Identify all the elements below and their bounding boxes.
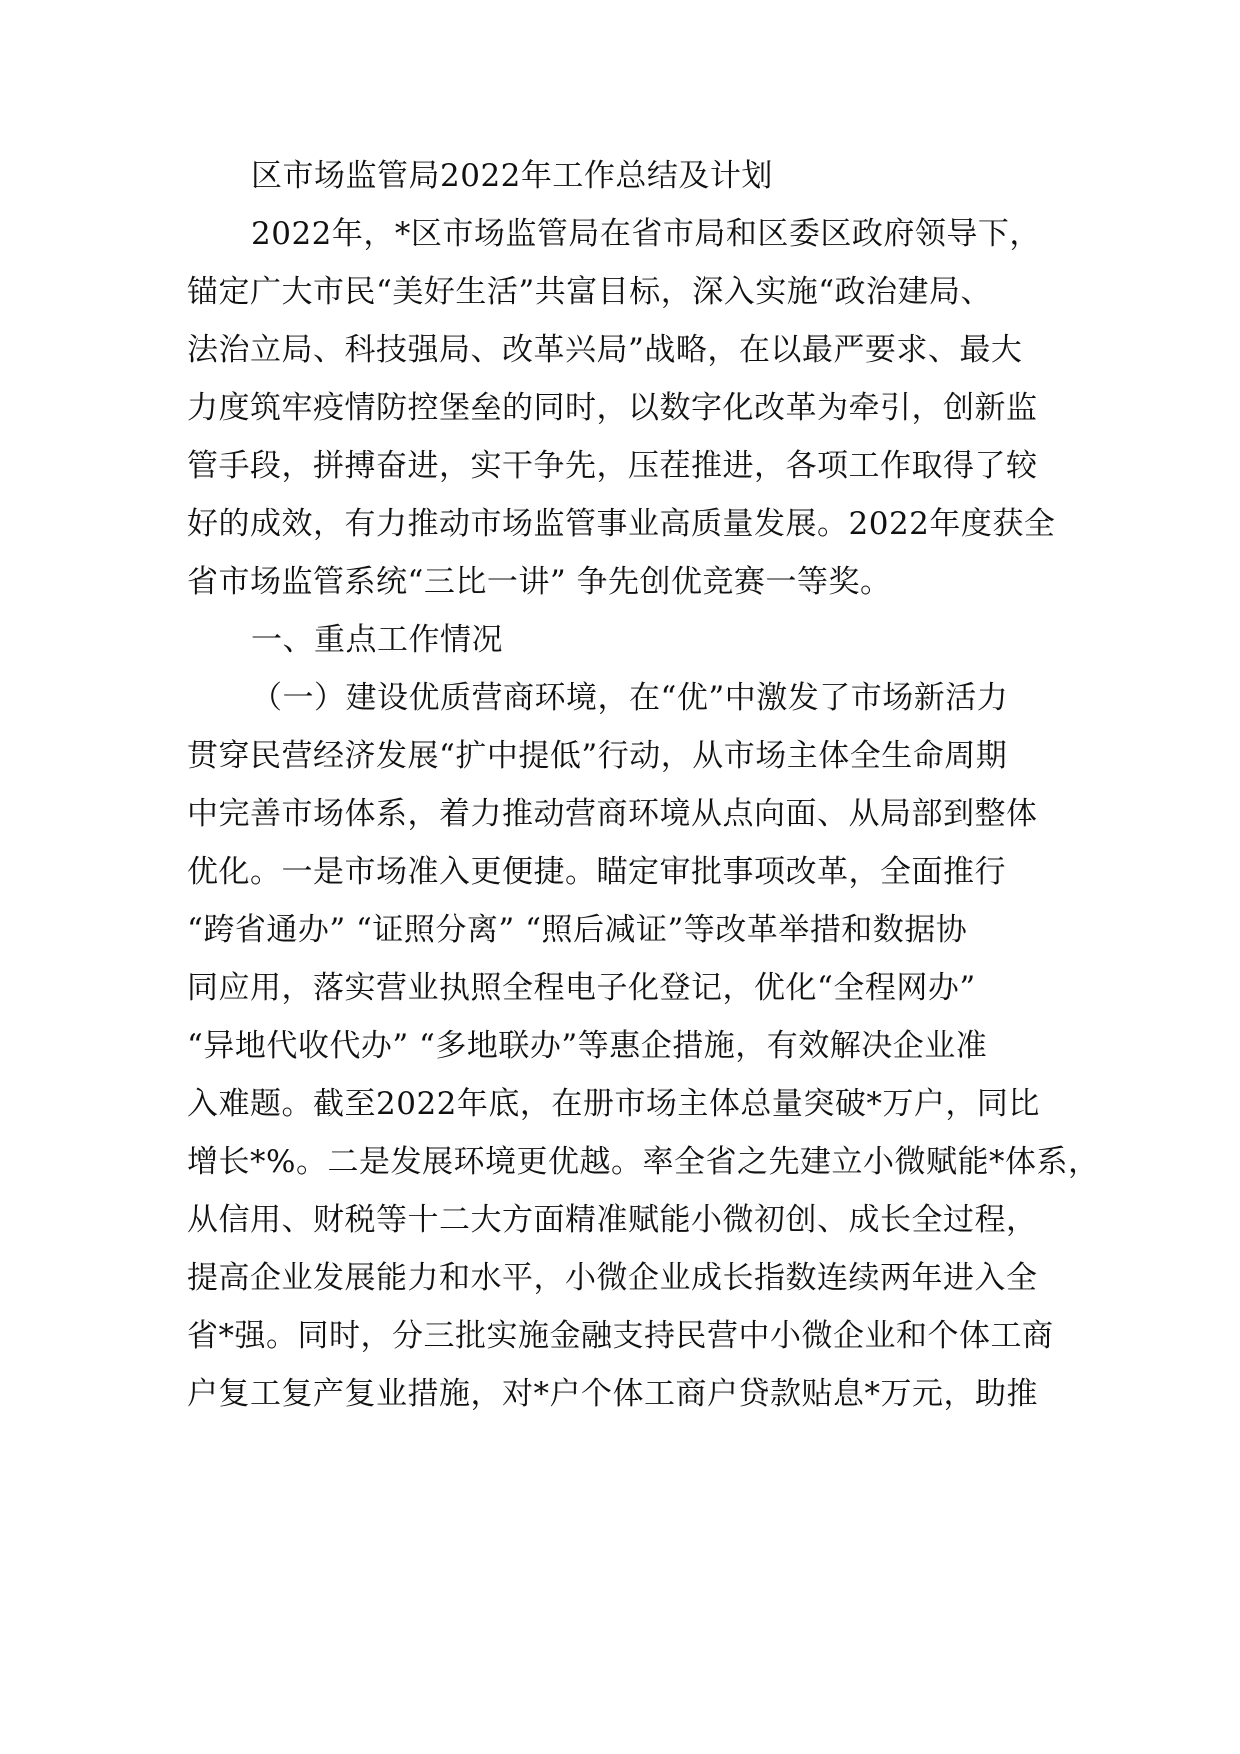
body-line-14: 入难题。截至2022年底，在册市场主体总量突破*万户，同比 — [187, 1086, 1040, 1122]
body-line-5: 管手段，拼搏奋进，实干争先，压茬推进，各项工作取得了较 — [187, 448, 1038, 484]
body-line-11: “跨省通办” “证照分离” “照后减证”等改革举措和数据协 — [187, 912, 968, 948]
body-line-6: 好的成效，有力推动市场监管事业高质量发展。2022年度获全 — [187, 506, 1056, 542]
section-heading: 一、重点工作情况 — [251, 622, 503, 658]
body-line-18: 省*强。同时，分三批实施金融支持民营中小微企业和个体工商 — [187, 1318, 1054, 1354]
body-line-8: 贯穿民营经济发展“扩中提低”行动，从市场主体全生命周期 — [187, 738, 1008, 774]
body-line-12: 同应用，落实营业执照全程电子化登记，优化“全程网办” — [187, 970, 976, 1006]
subsection-heading: （一）建设优质营商环境，在“优”中激发了市场新活力 — [251, 680, 1009, 716]
body-line-19: 户复工复产复业措施，对*户个体工商户贷款贴息*万元，助推 — [187, 1376, 1038, 1412]
body-line-17: 提高企业发展能力和水平，小微企业成长指数连续两年进入全 — [187, 1260, 1038, 1296]
body-line-2: 锚定广大市民“美好生活”共富目标，深入实施“政治建局、 — [187, 274, 993, 310]
body-line-7: 省市场监管系统“三比一讲” 争先创优竞赛一等奖。 — [187, 564, 892, 600]
document-title: 区市场监管局2022年工作总结及计划 — [251, 158, 773, 194]
body-line-10: 优化。一是市场准入更便捷。瞄定审批事项改革，全面推行 — [187, 854, 1006, 890]
body-line-15: 增长*%。二是发展环境更优越。率全省之先建立小微赋能*体系， — [187, 1144, 1100, 1180]
body-line-16: 从信用、财税等十二大方面精准赋能小微初创、成长全过程， — [187, 1202, 1038, 1238]
body-line-1: 2022年，*区市场监管局在省市局和区委区政府领导下， — [251, 216, 1041, 252]
body-line-9: 中完善市场体系，着力推动营商环境从点向面、从局部到整体 — [187, 796, 1038, 832]
body-line-3: 法治立局、科技强局、改革兴局”战略，在以最严要求、最大 — [187, 332, 1023, 368]
body-line-4: 力度筑牢疫情防控堡垒的同时，以数字化改革为牵引，创新监 — [187, 390, 1038, 426]
body-line-13: “异地代收代办” “多地联办”等惠企措施，有效解决企业准 — [187, 1028, 988, 1064]
